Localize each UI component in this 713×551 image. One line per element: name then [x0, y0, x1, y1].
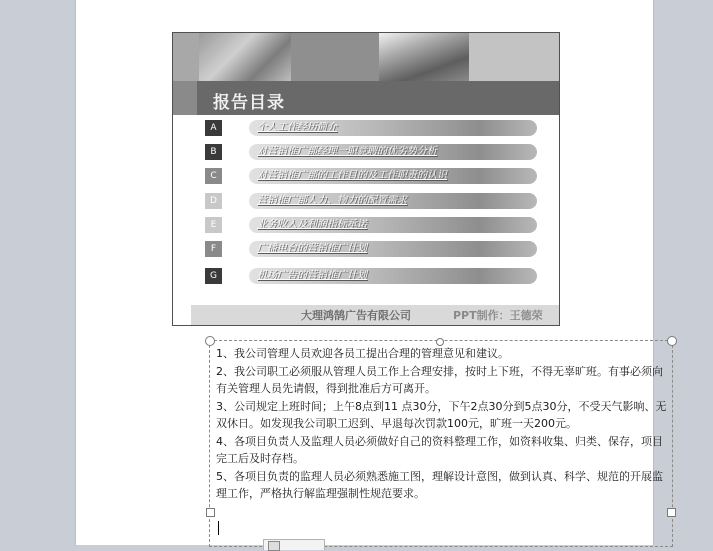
paragraph: 4、各项目负责人及监理人员必须做好自己的资料整理工作，如资料收集、归类、保存，项目完工后及时存档。 — [216, 435, 663, 465]
text-box-content[interactable] — [216, 345, 668, 503]
toc-item — [205, 144, 537, 160]
toc-letter: A — [205, 120, 222, 136]
toc-text: 广播电台的营销推广计划 — [257, 243, 367, 254]
document-page — [75, 0, 667, 545]
toc-item — [205, 168, 537, 184]
paragraph: 1、我公司管理人员欢迎各员工提出合理的管理意见和建议。 — [216, 347, 509, 360]
resize-handle-left[interactable] — [206, 508, 215, 517]
paragraph: 5、各项目负责的监理人员必须熟悉施工图，理解设计意图，做到认真、科学、规范的开展监理工作，严格执行解监理强制性规范要求。 — [216, 470, 663, 500]
toc-letter: G — [205, 268, 222, 284]
toc-letter: B — [205, 144, 222, 160]
toc-text: 机场广告的营销推广计划 — [257, 270, 367, 281]
company-name: 大理鸿鹄广告有限公司 — [301, 309, 411, 322]
toc-letter: E — [205, 217, 222, 233]
author-credit: PPT制作：王德荣 — [453, 309, 543, 322]
toc-item — [205, 217, 537, 233]
paragraph: 3、公司规定上班时间；上午8点到11 点30分，下午2点30分到5点30分，不受天气影响、无双休日。如发现我公司职工迟到、早退每次罚款100元，旷班一天200元。 — [216, 400, 667, 430]
text-box[interactable] — [209, 340, 673, 547]
toc-text: 个人工作经历简介 — [257, 122, 337, 133]
slide-image[interactable] — [172, 32, 560, 326]
toc-item — [205, 241, 537, 257]
toc-letter: C — [205, 168, 222, 184]
toc-text: 业务收入及利润指标承诺 — [257, 219, 367, 230]
toc-item — [205, 193, 537, 209]
toc-item — [205, 268, 537, 284]
toc-text: 营销推广部人力、物力的配置需求 — [257, 195, 407, 206]
resize-handle-top-right[interactable] — [667, 336, 677, 346]
slide-title: 报告目录 — [213, 93, 285, 113]
toc-letter: F — [205, 241, 222, 257]
resize-handle-top-left[interactable] — [205, 336, 215, 346]
resize-handle-right[interactable] — [667, 508, 676, 517]
text-caret — [218, 521, 219, 535]
toc-item — [205, 120, 537, 136]
toc-text: 对营销推广部的工作目的及工作职责的认识 — [257, 170, 447, 181]
title-tab — [173, 81, 197, 115]
slide-banner — [173, 33, 559, 81]
paragraph: 2、我公司职工必须服从管理人员工作上合理安排，按时上下班，不得无辜旷班。有事必须向有关管理人员先请假，得到批准后方可离开。 — [216, 365, 663, 395]
toc-text: 对营销推广部经理一职竞聘的优劣势分析 — [257, 146, 437, 157]
clipboard-icon — [268, 541, 280, 551]
toc-letter: D — [205, 193, 222, 209]
